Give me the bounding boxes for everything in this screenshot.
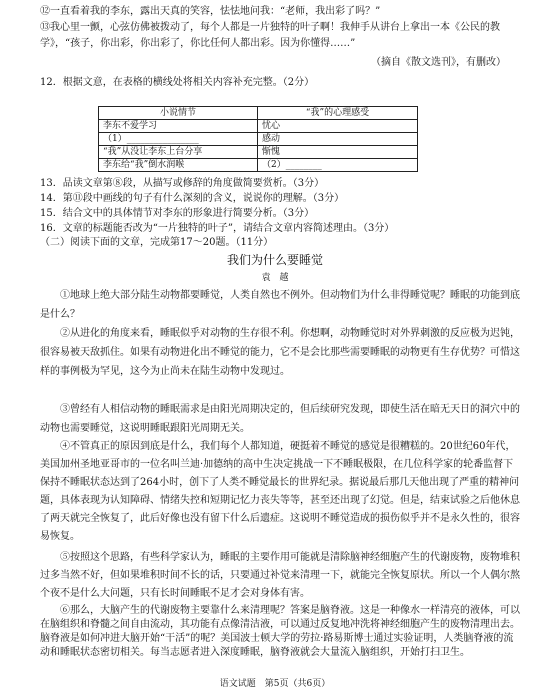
table-cell: 惭愧 (258, 146, 418, 159)
article-paragraph-6: ⑥那么，大脑产生的代谢废物主要靠什么来清理呢？答案是脑脊液。这是一种像水一样清亮的液体，可以在脑组织和脊髓之间自由流动，其功能有点像清洁液，可以通过反复地冲洗将神经细胞产生的废物清理出去。脑脊液是如何冲进大脑开始“干活”的呢？美国波士顿大学的劳拉·路易斯博士通过实验证明，人类脑脊液的流动和睡眠状态密切相关。每当志愿者进入深度睡眠，脑脊液就会大量流入脑组织，开始打扫卫生。 (40, 605, 520, 658)
table-cell: 李东给“我”倒水润喉 (99, 159, 258, 172)
table-row (99, 159, 418, 172)
article-paragraph-3: ③曾经有人相信动物的睡眠需求是由阳光周期决定的，但后续研究发现，即使生活在暗无天日的洞穴中的动物也需要睡觉，这说明睡眠跟阳光周期无关。 (40, 404, 520, 434)
table-cell: “我”从没让李东上台分享 (99, 146, 258, 159)
table-cell: （1）________________ (99, 133, 258, 146)
question-12-table (98, 106, 418, 172)
table-cell: 李东不爱学习 (99, 120, 258, 133)
upper-paragraph-13: ⑬我心里一颤，心弦仿佛被拨动了，每个人都是一片独特的叶子啊！我伸手从讲台上拿出一本《公民的教学》，“孩子，你出彩，你出彩了，你比任何人都出彩。因为你懂得……” (40, 22, 500, 49)
question-16: 16．文章的标题能否改为“一片独特的叶子”，请结合文章内容简述理由。（3分） (40, 223, 395, 234)
table-row (99, 120, 418, 133)
source-note: （摘自《散文选刊》，有删改） (371, 57, 506, 68)
question-15: 15．结合文中的具体情节对李东的形象进行简要分析。（3分） (40, 208, 315, 219)
question-14: 14．第⑪段中画线的句子有什么深刻的含义，说说你的理解。（3分） (40, 193, 345, 204)
upper-paragraph-12: ⑫一直看着我的李东，露出天真的笑容，怯怯地问我：“老师，我出彩了吗？” (40, 6, 381, 17)
table-header-row (99, 107, 418, 120)
table-header-cell: “我”的心理感受 (258, 107, 418, 120)
article-paragraph-2: ②从进化的角度来看，睡眠似乎对动物的生存很不利。你想啊，动物睡觉时对外界刺激的反应极为迟钝，很容易被天敌抓住。如果有动物进化出不睡觉的能力，它不是会比那些需要睡眠的动物更有生存优势？可惜这样的事例极为罕见，这今为止尚未在陆生动物中发现过。 (40, 328, 520, 377)
article-author: 袁 越 (261, 273, 289, 283)
article-paragraph-5: ⑤按照这个思路，有些科学家认为，睡眠的主要作用可能就是清除脑神经细胞产生的代谢废物，废物堆积过多当然不好，但如果堆积时间不长的话，只要通过补觉来清理一下，就能完全恢复原状。所以一个人偶尔熬个夜不是什么大问题，只有长时间睡眠不足才会对身体有害。 (40, 552, 520, 599)
table-row (99, 133, 418, 146)
question-13: 13．品读文章第⑧段，从描写或修辞的角度做简要赏析。（3分） (40, 178, 325, 189)
table-cell: 忧心 (258, 120, 418, 133)
question-12: 12．根据文意，在表格的横线处将相关内容补充完整。（2分） (40, 77, 315, 88)
section-heading: （二）阅读下面的文章，完成第17～20题。（11分） (40, 237, 274, 248)
table-header-cell: 小说情节 (99, 107, 258, 120)
table-cell: （2）________ (258, 159, 418, 172)
article-paragraph-4: ④不管真正的原因到底是什么，我们每个人都知道，硬挺着不睡觉的感觉是很糟糕的。20世纪60年代，美国加州圣地亚哥市的一位名叫兰迪·加德纳的高中生决定挑战一下不睡眠极限，在几位科学家的轮番监督下保持不睡眠状态达到了264小时，创下了人类不睡觉最长的世界纪录。据说最后那几天他出现了严重的精神问题，具体表现为认知障碍、情绪失控和短期记忆力丧失等等，甚至还出现了幻觉。但是，结束试验之后他休息了两天就完全恢复了，此后好像也没有留下什么后遗症。这说明不睡觉造成的损伤似乎并不是永久性的，很容易恢复。 (40, 441, 520, 542)
table-row (99, 146, 418, 159)
table-cell: 感动 (258, 133, 418, 146)
article-title: 我们为什么要睡觉 (226, 253, 323, 267)
page-footer: 语文试题 第5页（共6页） (219, 679, 331, 689)
article-paragraph-1: ①地球上绝大部分陆生动物都要睡觉，人类自然也不例外。但动物们为什么非得睡觉呢？睡眠的功能到底是什么？ (40, 290, 520, 320)
